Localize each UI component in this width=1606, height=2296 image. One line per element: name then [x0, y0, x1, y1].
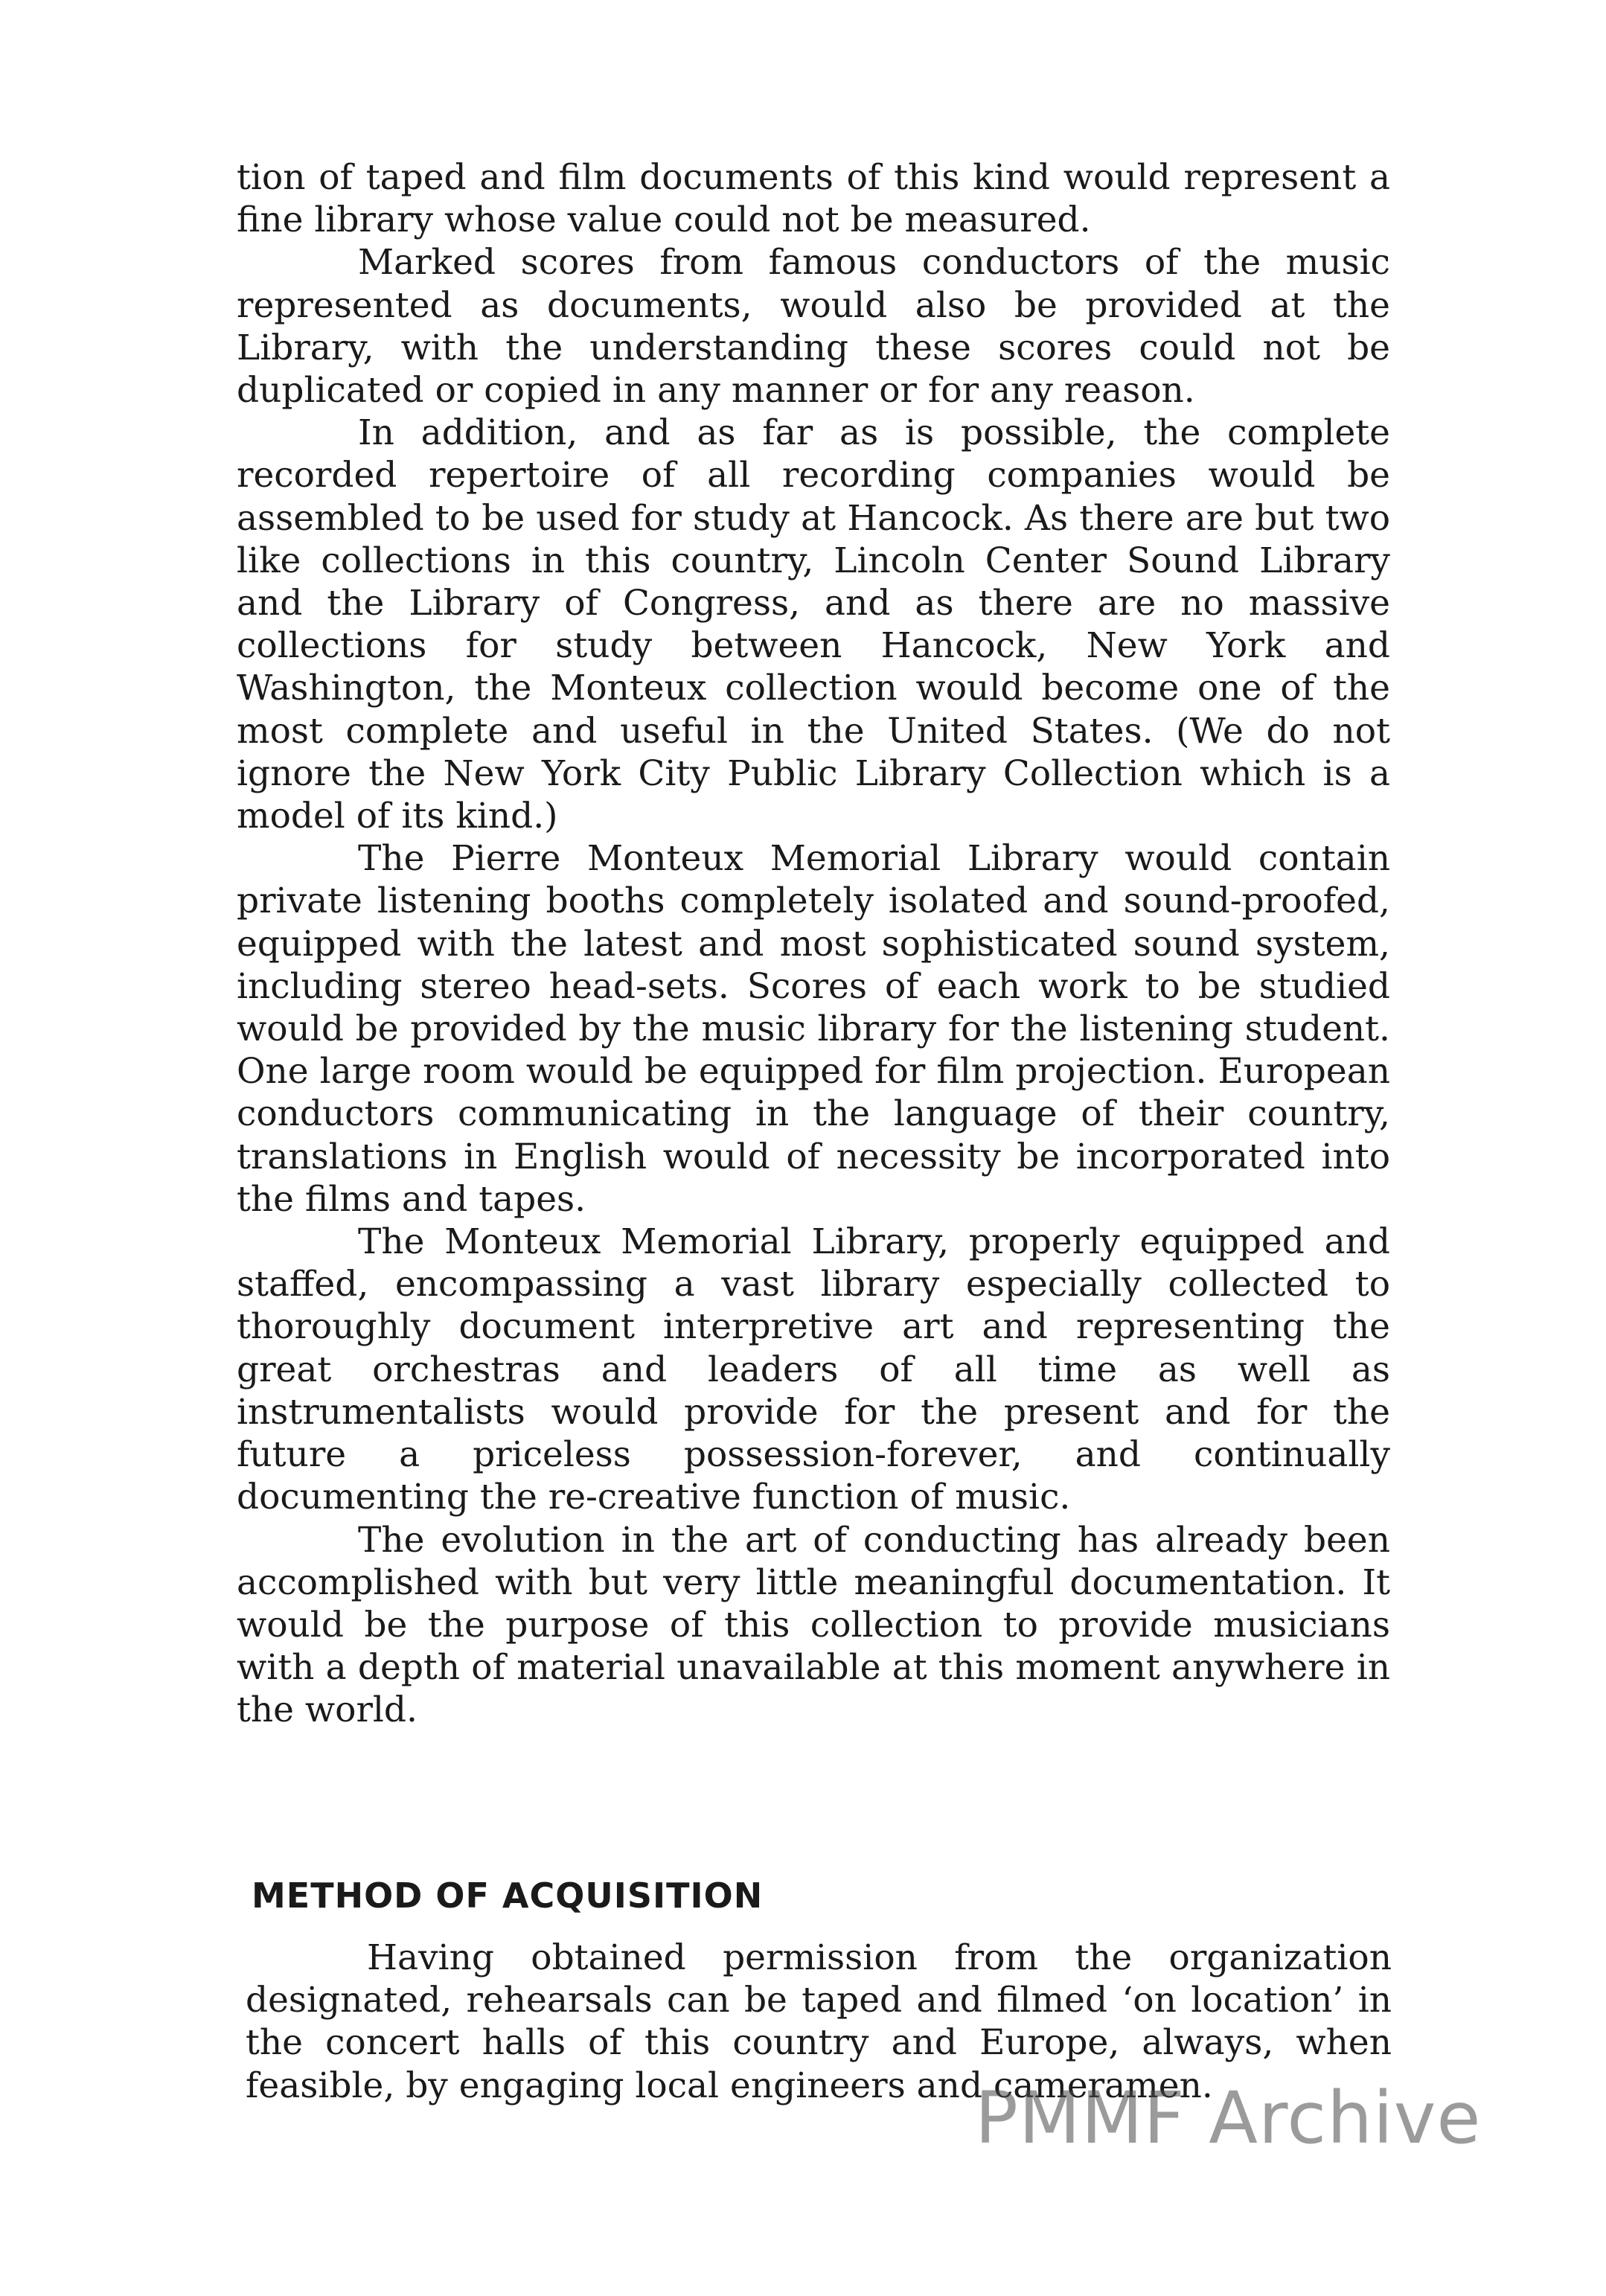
paragraph-evolution: The evolution in the art of conducting has already been accomplished with but very little meaningful documentation. It would be the purpose of this collection to provide musicians with a depth of material unavailable at this moment anywhere in the world. [237, 1519, 1390, 1731]
paragraph-acquisition: Having obtained permission from the organization designated, rehearsals can be taped and filmed ‘on location’ in the concert halls of this country and Europe, always, when feasible, by engaging local engineers and cameramen. [246, 1937, 1392, 2106]
paragraph-marked-scores: Marked scores from famous conductors of the music represented as documents, would also be provided at the Library, with the understanding these scores could not be duplicated or copied in any manner or for any reason. [237, 242, 1390, 412]
paragraph-listening-booths: The Pierre Monteux Memorial Library would contain private listening booths completely isolated and sound-proofed, equipped with the latest and most sophisticated sound system, including stereo head-sets. Scores of each work to be studied would be provided by the music library for the listening student. One large room would be equipped for film projection. European conductors communicating in the language of their country, translations in English would of necessity be incorporated into the films and tapes. [237, 838, 1390, 1220]
section-heading: METHOD OF ACQUISITION [252, 1876, 764, 1916]
body-text [237, 156, 1390, 1732]
paragraph-continuation: tion of taped and film documents of this kind would represent a fine library whose value could not be measured. [237, 157, 1390, 241]
paragraph-memorial-library: The Monteux Memorial Library, properly equipped and staffed, encompassing a vast library especially collected to thoroughly document interpretive art and representing the great orchestras and leaders of all time as well as instrumentalists would provide for the present and for the future a priceless possession-forever, and continually documenting the re-creative function of music. [237, 1221, 1390, 1518]
paragraph-recorded-repertoire: In addition, and as far as is possible, the complete recorded repertoire of all recording companies would be assembled to be used for study at Hancock. As there are but two like collections in this country, Lincoln Center Sound Library and the Library of Congress, and as there are no massive collections for study between Hancock, New York and Washington, the Monteux collection would become one of the most complete and useful in the United States. (We do not ignore the New York City Public Library Collection which is a model of its kind.) [237, 412, 1390, 837]
archive-watermark: PMMF Archive [975, 2076, 1482, 2160]
